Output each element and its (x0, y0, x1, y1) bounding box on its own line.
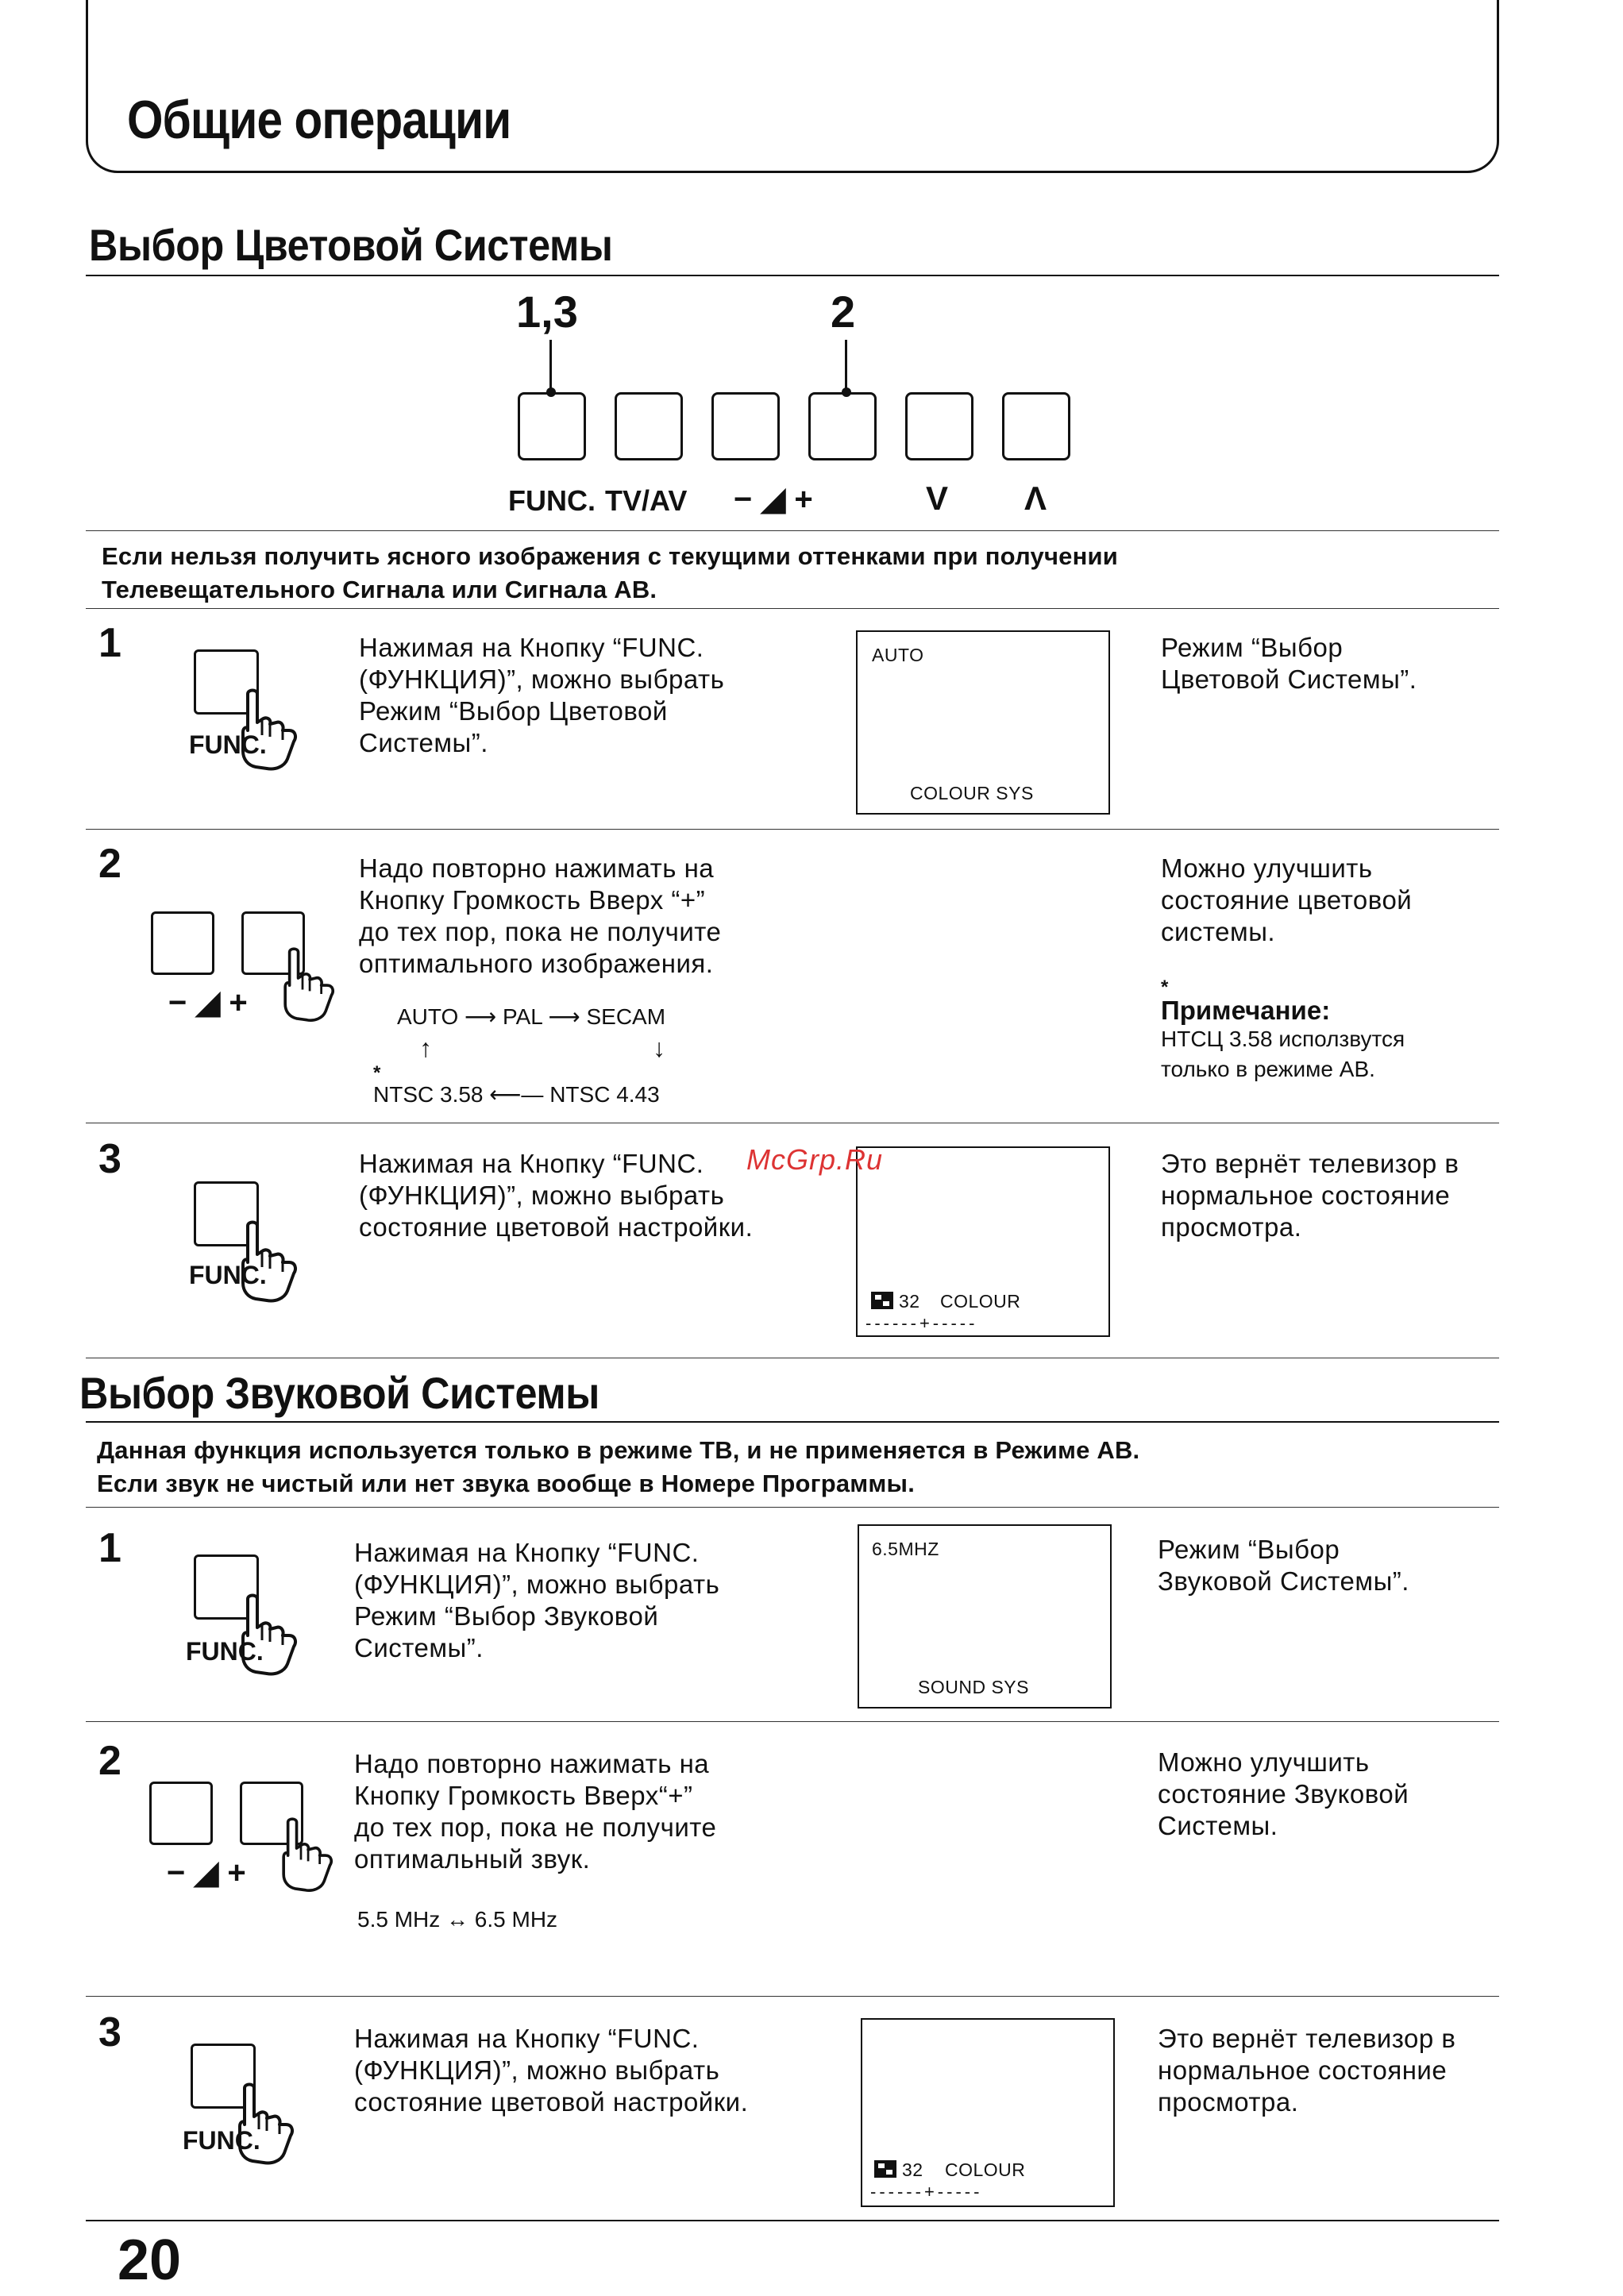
tvav-key-label: TV/AV (605, 484, 688, 517)
callout-line-vol-up (845, 340, 847, 392)
sound-step-3-number: 3 (98, 2009, 121, 2055)
note-title: Примечание: (1161, 996, 1331, 1025)
sound-intro-rule (86, 1507, 1499, 1508)
colour-step-3-text: Нажимая на Кнопку “FUNC. (ФУНКЦИЯ)”, можно выбрать состояние цветовой настройки. (359, 1149, 754, 1242)
sound-title-rule (86, 1421, 1499, 1423)
sound-frequency-toggle: 5.5 MHz ↔ 6.5 MHz (357, 1907, 558, 1932)
sound-intro-line-1: Данная функция используется только в режиме ТВ, и не применяется в Режиме АВ. (97, 1436, 1140, 1464)
osd-sound-sys-text: SOUND SYS (918, 1677, 1029, 1697)
sound-step-1-text: Нажимая на Кнопку “FUNC. (ФУНКЦИЯ)”, можно выбрать Режим “Выбор Звуковой Системы”. (354, 1538, 720, 1662)
colour-step-2-side-text: Можно улучшить состояние цветовой системы. (1161, 853, 1413, 946)
osd-colour-label: COLOUR (945, 2159, 1026, 2180)
colour-step-3-osd-screen (856, 1146, 1110, 1337)
colour-section-title: Выбор Цветовой Системы (89, 220, 613, 270)
colour-step-3-number: 3 (98, 1136, 121, 1182)
callout-line-func (549, 340, 552, 392)
channel-up-label: Λ (1024, 480, 1047, 517)
pressing-hand-icon (232, 1593, 327, 1680)
cycle-up-arrow: ↑ (419, 1034, 432, 1062)
sound-step-2-number: 2 (98, 1738, 121, 1784)
volume-down-button[interactable] (149, 1782, 213, 1845)
colour-step-1-side-text: Режим “Выбор Цветовой Системы”. (1161, 633, 1417, 694)
colour-title-rule (86, 275, 1499, 276)
osd-6-5mhz-text: 6.5MHZ (872, 1539, 939, 1559)
colour-step-1-text: Нажимая на Кнопку “FUNC. (ФУНКЦИЯ)”, можно выбрать Режим “Выбор Цветовой Системы”. (359, 633, 725, 757)
colour-step-2-volume-illustration (148, 911, 362, 1031)
sound-step-2-side-text: Можно улучшить состояние Звуковой Системы. (1158, 1747, 1409, 1840)
volume-down-button[interactable] (151, 911, 214, 975)
sound-step-1-number: 1 (98, 1525, 121, 1571)
channel-down-key[interactable] (905, 392, 973, 460)
colour-intro-line-1: Если нельзя получить ясного изображения с текущими оттенками при получении (102, 542, 1119, 570)
osd-colour-sys-text: COLOUR SYS (910, 783, 1034, 803)
volume-key-label: − ◢ + (734, 482, 813, 517)
colour-step-3-side-text: Это вернёт телевизор в нормальное состояние просмотра. (1161, 1149, 1459, 1242)
colour-step-2-number: 2 (98, 841, 121, 887)
osd-channel-number: 32 (902, 2159, 923, 2180)
colour-step-3-func-label: FUNC. (189, 1261, 267, 1289)
osd-colour-level-bar: ------+----- (870, 2182, 983, 2202)
colour-step-2-text: Надо повторно нажимать на Кнопку Громкость Вверх “+” до тех пор, пока не получите оптимального изображения. (359, 853, 722, 978)
tv-channel-icon (873, 2159, 897, 2179)
func-key[interactable] (518, 392, 586, 460)
callout-1-3: 1,3 (516, 287, 578, 337)
osd-colour-label: COLOUR (940, 1291, 1021, 1312)
sound-step-2-volume-label: − ◢ + (167, 1855, 246, 1890)
sound-step-3-func-label: FUNC. (183, 2126, 260, 2155)
sound-step-1-func-illustration (184, 1554, 343, 1682)
colour-step-3-func-illustration (184, 1181, 343, 1308)
sound-step-2-rule (86, 1996, 1499, 1997)
intro-rule (86, 530, 1499, 531)
channel-down-label: V (926, 480, 949, 517)
osd-auto-text: AUTO (872, 645, 924, 665)
sound-section-title: Выбор Звуковой Системы (79, 1368, 599, 1418)
colour-step-1-func-label: FUNC. (189, 730, 267, 759)
callout-2: 2 (831, 287, 856, 337)
colour-step-1-rule (86, 829, 1499, 830)
pressing-hand-icon (229, 2082, 324, 2169)
page-bottom-rule (86, 2220, 1499, 2221)
pressing-hand-icon (273, 1816, 360, 1896)
volume-up-key[interactable] (808, 392, 877, 460)
sound-step-1-rule (86, 1721, 1499, 1722)
func-key-label: FUNC. (508, 484, 596, 517)
page-number: 20 (118, 2229, 182, 2292)
colour-intro-line-2: Телевещательного Сигнала или Сигнала АВ. (102, 576, 657, 603)
note-body: НТСЦ 3.58 исползвутся только в режиме АВ. (1161, 1027, 1405, 1081)
chapter-title: Общие операции (127, 90, 511, 150)
sound-step-3-text: Нажимая на Кнопку “FUNC. (ФУНКЦИЯ)”, можно выбрать состояние цветовой настройки. (354, 2024, 749, 2117)
sound-step-1-func-label: FUNC. (186, 1637, 264, 1666)
colour-step-1-func-illustration (184, 649, 343, 776)
watermark-text: McGrp.Ru (746, 1143, 884, 1176)
sound-step-1-osd-screen (858, 1524, 1112, 1709)
volume-down-key[interactable] (711, 392, 780, 460)
intro-bottom-rule (86, 608, 1499, 609)
colour-step-1-number: 1 (98, 620, 121, 666)
colour-step-1-osd-screen (856, 630, 1110, 815)
sound-step-3-func-illustration (181, 2044, 340, 2171)
cycle-bottom-row: NTSC 3.58 ⟵— NTSC 4.43 (373, 1082, 660, 1107)
osd-channel-number: 32 (899, 1291, 920, 1312)
channel-up-key[interactable] (1002, 392, 1070, 460)
tv-channel-icon (870, 1291, 894, 1310)
osd-colour-level-bar: ------+----- (865, 1313, 978, 1333)
colour-step-2-volume-label: − ◢ + (168, 985, 248, 1020)
sound-intro-line-2: Если звук не чистый или нет звука вообще в Номере Программы. (97, 1470, 916, 1497)
sound-step-3-side-text: Это вернёт телевизор в нормальное состояние просмотра. (1158, 2024, 1456, 2117)
sound-step-2-text: Надо повторно нажимать на Кнопку Громкость Вверх“+” до тех пор, пока не получите оптимальный звук. (354, 1749, 717, 1874)
note-asterisk: * (1161, 977, 1169, 998)
sound-step-3-osd-screen (861, 2018, 1115, 2207)
cycle-down-arrow: ↓ (653, 1034, 665, 1062)
sound-step-2-volume-illustration (146, 1782, 360, 1901)
sound-step-1-side-text: Режим “Выбор Звуковой Системы”. (1158, 1535, 1409, 1596)
tvav-key[interactable] (615, 392, 683, 460)
cycle-top-row: AUTO ⟶ PAL ⟶ SECAM (397, 1004, 666, 1029)
pressing-hand-icon (275, 946, 362, 1026)
ntsc-asterisk: * (373, 1062, 381, 1084)
